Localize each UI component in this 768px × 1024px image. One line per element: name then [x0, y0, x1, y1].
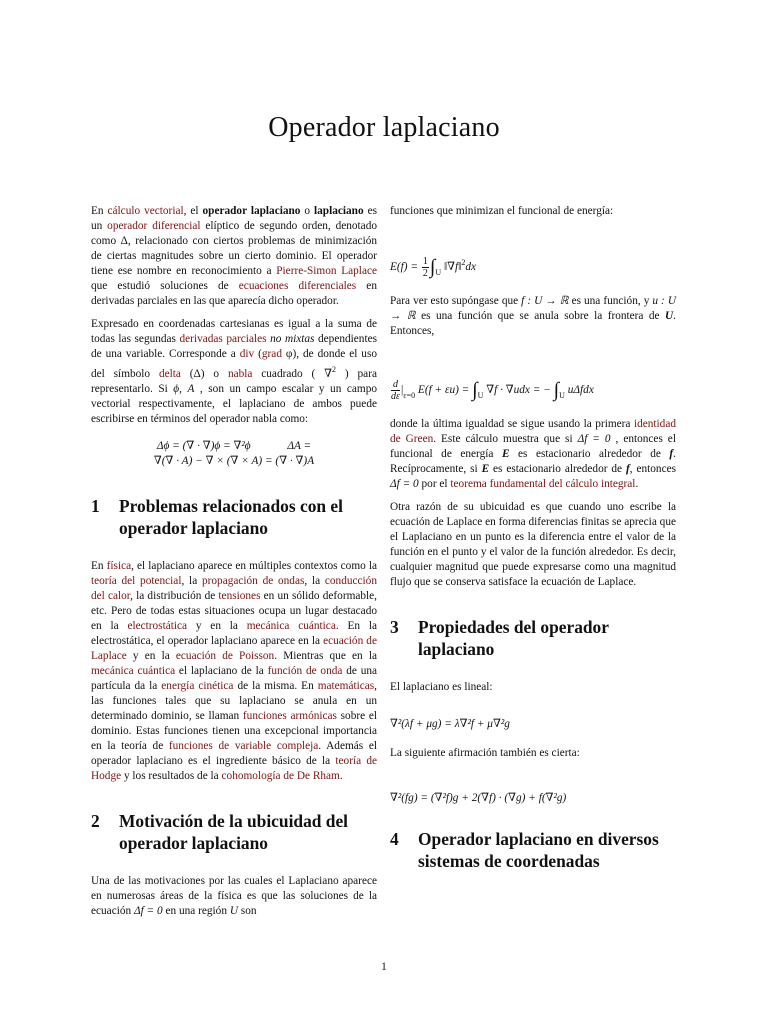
text: . Además el operador laplaciano es el ingrediente básico de la [91, 740, 377, 767]
integral-domain: U [435, 268, 442, 277]
text: , las funciones tales que su laplaciano se anula en un determinado dominio, se llaman [91, 680, 377, 722]
green-paragraph [390, 417, 676, 492]
link-identidad-de-green[interactable]: identidad de Green [390, 418, 676, 446]
section-title: Propiedades del operador laplaciano [418, 617, 609, 660]
text: . [339, 770, 343, 782]
text: dependientes de una variable. Corresponde a [91, 333, 377, 360]
text: sobre el dominio. Estas funciones tienen una excepcional importancia en la teoría de [91, 710, 377, 752]
section-heading-1 [91, 495, 377, 539]
motivation-paragraph [91, 874, 377, 919]
eq-part: E(f + εu) = [417, 384, 470, 397]
eq-tail: dx [465, 261, 476, 273]
text: y los resultados de la [121, 770, 222, 782]
section-heading-2 [91, 810, 377, 854]
link-funciones-armonicas[interactable]: funciones armónicas [242, 710, 337, 722]
text: (Δ) o [180, 368, 228, 380]
text: Para ver esto supóngase que [390, 295, 522, 307]
fraction [391, 379, 400, 402]
text: ( [254, 348, 262, 360]
text: Expresado en coordenadas cartesianas es igual a la suma de todas las segundas [91, 318, 377, 345]
eval-point: ε=0 [403, 391, 416, 401]
math-inline: f : U → ℝ [521, 295, 569, 307]
text: es un [91, 205, 377, 232]
link-nabla[interactable]: nabla [227, 368, 253, 380]
section-title: Problemas relacionados con el operador laplaciano [119, 496, 343, 538]
text: en una región [162, 905, 230, 917]
text: ) para representarlo. Si [91, 368, 377, 395]
text: en un sólido deformable, etc. Pero de todas estas situaciones ocupa un lugar destacado en la [91, 590, 378, 632]
link-div[interactable]: div [239, 348, 255, 360]
text: son [237, 905, 257, 917]
equation-vector-rhs: ∇(∇ · A) − ∇ × (∇ × A) = (∇ · ∇)A [153, 455, 315, 467]
text: . Recíprocamente, si [390, 448, 676, 476]
link-energia-cinetica[interactable]: energía cinética [161, 680, 234, 692]
eval-bar: | [400, 384, 404, 397]
text: es una función que se anula sobre la frontera de [415, 310, 665, 322]
left-column [91, 204, 377, 927]
integral-sign: ∫ [472, 379, 478, 401]
fraction-denominator: 2 [422, 267, 428, 279]
problems-paragraph [91, 559, 377, 784]
math-inline: ϕ, A [173, 383, 195, 395]
eq-part: uΔfdx [567, 384, 594, 397]
eq-linearity: ∇²(λf + μg) = λ∇²f + μ∇²g [390, 718, 510, 731]
text: , el [183, 205, 203, 217]
link-grad[interactable]: grad [261, 348, 282, 360]
text: de una partícula da la [91, 665, 378, 692]
text: . Mientras que en la [274, 650, 378, 662]
section-heading-3 [390, 616, 676, 660]
text: , la [181, 575, 202, 587]
proof-paragraph [390, 294, 676, 339]
link-calculo-vectorial[interactable]: cálculo vectorial [107, 205, 184, 217]
page-number: 1 [381, 961, 387, 973]
text: , son un campo escalar y un campo vectorial respectivamente, el laplaciano de ambos puede escribirse en términos del operador nabla como: [91, 383, 377, 425]
text: y en la [187, 620, 247, 632]
math-inline: u : U → ℝ [390, 295, 676, 322]
equation-variation [390, 379, 676, 403]
link-conduccion-del-calor[interactable]: conducción del calor [91, 575, 377, 602]
text: donde la última igualdad se sigue usando la primera [390, 418, 634, 431]
fraction [422, 256, 429, 279]
link-teoria-del-potencial[interactable]: teoría del potencial [91, 575, 182, 587]
text: de la misma. En [233, 680, 318, 692]
link-matematicas[interactable]: matemáticas [317, 680, 375, 692]
link-mecanica-cuantica[interactable]: mecánica cuántica [246, 620, 336, 632]
integral-sign: ∫ [553, 379, 560, 401]
text: Una de las motivaciones por las cuales el Laplaciano aparece en numerosas áreas de la física es que las soluciones de la ecuación [91, 875, 377, 917]
equation-product-rule [390, 791, 676, 806]
fraction-numerator: d [392, 379, 398, 390]
text: , entonces [629, 463, 677, 476]
equation-energy-functional [390, 255, 676, 280]
link-cohomologia-de-de-rham[interactable]: cohomología de De Rham [221, 770, 340, 782]
integral-domain: U [477, 391, 484, 401]
text: o [300, 205, 315, 217]
link-teorema-fundamental[interactable]: teorema fundamental del cálculo integral [450, 478, 636, 491]
equation-vector-lhs: ΔA = [287, 440, 312, 452]
link-ecuaciones-diferenciales[interactable]: ecuaciones diferenciales [238, 280, 357, 292]
equation-scalar: Δϕ = (∇ · ∇)ϕ = ∇²ϕ [156, 440, 251, 452]
emphasis: U [229, 905, 238, 917]
link-delta[interactable]: delta [158, 368, 181, 380]
term-laplaciano: laplaciano [314, 205, 364, 217]
math-inline: Δf = 0 [133, 905, 163, 917]
text: . En la electrostática, el operador laplaciano aparece en la [91, 620, 377, 647]
link-ecuacion-de-poisson[interactable]: ecuación de Poisson [175, 650, 275, 662]
superscript: 2 [461, 258, 466, 267]
text: es una función, y [568, 295, 653, 307]
eq-part: ∇f · ∇udx = − [486, 384, 551, 397]
text: En [91, 560, 107, 572]
emphasis: f [625, 463, 630, 476]
integral-domain: U [559, 391, 565, 401]
equation-laplacian-definitions [91, 439, 377, 469]
text: , la distribución de [130, 590, 219, 602]
section-number: 1 [91, 496, 100, 516]
section-number: 2 [91, 811, 100, 831]
text: , entonces el funcional de energía [390, 433, 676, 461]
text: el laplaciano de la [175, 665, 268, 677]
text: , la [304, 575, 325, 587]
link-ecuacion-de-laplace[interactable]: ecuación de Laplace [91, 635, 377, 662]
text: en derivadas parciales en las que aparecía dicho operador. [91, 280, 377, 307]
finite-differences-paragraph: Otra razón de su ubicuidad es que cuando uno escribe la ecuación de Laplace en forma diferencias finitas se aprecia que el Laplaciano en un punto es la diferencia entre el valor de la función en el punto y el valor de la función alrededor. Es decir, cualquier magnitud que puede expresarse como una magnitud flujo que se conserva satisface la ecuación de Laplace. [390, 501, 676, 589]
text: cuadrado ( ∇ [252, 368, 333, 380]
text: . Este cálculo muestra que si [433, 433, 578, 446]
section-title: Operador laplaciano en diversos sistemas de coordenadas [418, 829, 659, 872]
emphasis: no mixtas [270, 333, 315, 345]
term-operador-laplaciano: operador laplaciano [202, 205, 301, 217]
text: por el [418, 478, 451, 491]
eq-lhs: E(f) = [390, 261, 419, 273]
equation-linearity [390, 717, 676, 732]
emphasis: U [665, 310, 674, 322]
eq-body: ‖∇f‖ [443, 261, 462, 273]
text: , el laplaciano aparece en múltiples contextos como la [131, 560, 378, 572]
section-heading-4 [390, 828, 676, 872]
section-number: 3 [390, 617, 399, 638]
section-number: 4 [390, 829, 399, 850]
text: . [635, 478, 639, 491]
intro-paragraph [91, 204, 377, 309]
link-electrostatica[interactable]: electrostática [127, 620, 188, 632]
text: elíptico de segundo orden, denotado como Δ, relacionado con ciertos problemas de minimización de ciertas magnitudes sobre un cierto dominio. El operador tiene ese nombre en reconocimiento a [91, 220, 377, 277]
link-teoria-de-hodge[interactable]: teoría de Hodge [91, 755, 377, 782]
superscript: 2 [332, 365, 337, 374]
emphasis: E [501, 448, 510, 461]
text: y en la [126, 650, 176, 662]
link-tensiones[interactable]: tensiones [218, 590, 261, 602]
right-column [390, 204, 676, 892]
section-title: Motivación de la ubicuidad del operador laplaciano [119, 811, 349, 853]
link-derivadas-parciales[interactable]: derivadas parciales [179, 333, 267, 345]
cartesian-paragraph [91, 317, 377, 427]
emphasis: E [481, 463, 490, 476]
link-funciones-de-variable-compleja[interactable]: funciones de variable compleja [168, 740, 319, 752]
emphasis: f [669, 448, 674, 461]
product-rule-paragraph: La siguiente afirmación también es cierta: [390, 747, 580, 760]
link-fisica[interactable]: física [106, 560, 132, 572]
link-pierre-simon-laplace[interactable]: Pierre-Simon Laplace [276, 265, 377, 277]
fraction-numerator: 1 [422, 255, 428, 267]
link-mecanica-cuantica-2[interactable]: mecánica cuántica [91, 665, 176, 677]
page-title: Operador laplaciano [268, 112, 500, 143]
eq-product-rule: ∇²(fg) = (∇²f)g + 2(∇f) · (∇g) + f(∇²g) [390, 792, 567, 805]
math-inline: Δf = 0 [577, 433, 611, 446]
link-propagacion-de-ondas[interactable]: propagación de ondas [201, 575, 305, 587]
text: . Entonces, [390, 310, 676, 337]
linear-paragraph: El laplaciano es lineal: [390, 681, 493, 694]
text: En [91, 205, 108, 217]
fraction-denominator: dε [391, 391, 400, 402]
energy-paragraph: funciones que minimizan el funcional de energía: [390, 205, 614, 217]
text: φ), de donde el uso del símbolo [91, 348, 377, 380]
link-funcion-de-onda[interactable]: función de onda [267, 665, 343, 677]
integral-sign: ∫ [429, 255, 436, 278]
text: es estacionario alrededor de [489, 463, 626, 476]
math-inline: Δf = 0 [390, 478, 419, 491]
link-operador-diferencial[interactable]: operador diferencial [107, 220, 201, 232]
text: es estacionario alrededor de [509, 448, 670, 461]
text: que estudió soluciones de [91, 280, 239, 292]
